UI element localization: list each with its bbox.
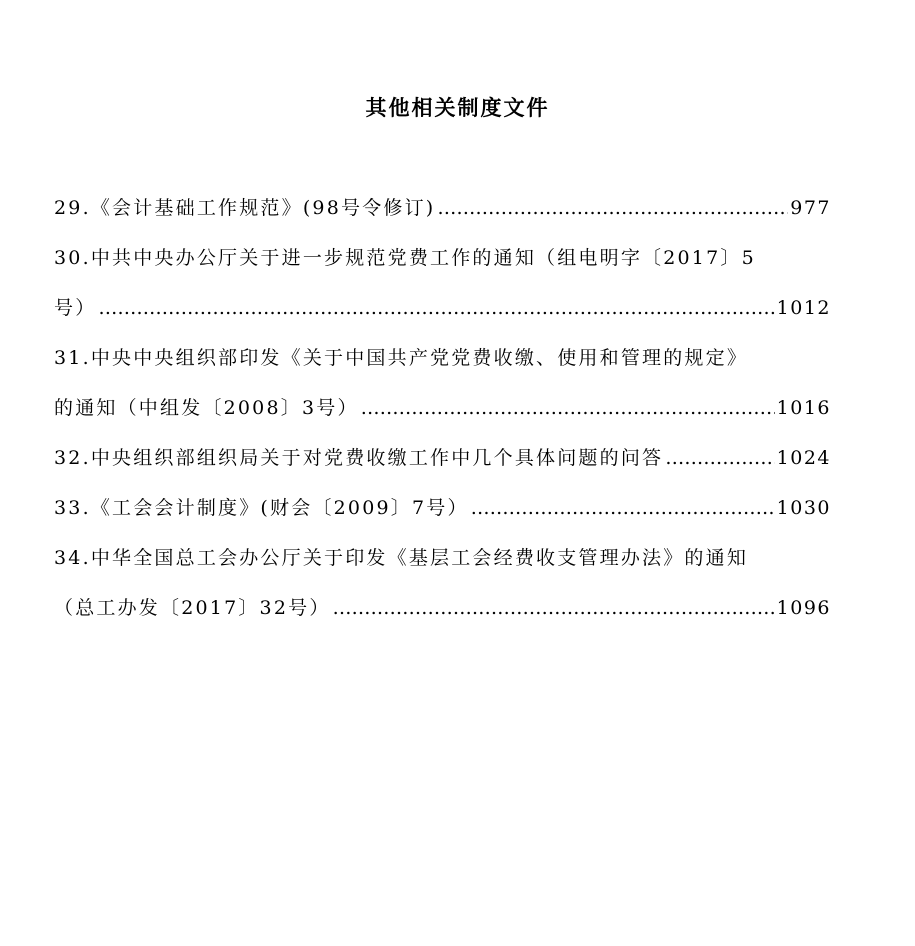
- toc-entry-31-line1[interactable]: [54, 342, 831, 392]
- toc-entry-text: 的通知（中组发〔2008〕3号）: [54, 397, 359, 419]
- toc-entry-32[interactable]: [54, 442, 831, 492]
- toc-entry-text: 号）: [54, 297, 97, 319]
- toc-entry-text: 33.《工会会计制度》(财会〔2009〕7号）: [54, 497, 469, 519]
- dot-leader: [361, 392, 775, 424]
- toc-entry-text: 34.中华全国总工会办公厅关于印发《基层工会经费收支管理办法》的通知: [54, 547, 749, 569]
- toc-entry-34-line2[interactable]: [54, 592, 831, 642]
- toc-entry-text: 30.中共中央办公厅关于进一步规范党费工作的通知（组电明字〔2017〕5: [54, 247, 756, 269]
- toc-entry-30-line1[interactable]: [54, 242, 831, 292]
- dot-leader: [333, 592, 775, 624]
- toc-page-number: 1024: [776, 447, 831, 469]
- dot-leader: [437, 192, 788, 224]
- toc-page-number: 977: [790, 197, 831, 219]
- toc-entry-text: 29.《会计基础工作规范》(98号令修订): [54, 197, 436, 219]
- toc-entry-33[interactable]: [54, 492, 831, 542]
- toc-page-number: 1096: [776, 597, 831, 619]
- table-of-contents: [54, 192, 831, 642]
- toc-page-number: 1016: [776, 397, 831, 419]
- toc-entry-31-line2[interactable]: [54, 392, 831, 442]
- dot-leader: [665, 442, 774, 474]
- toc-entry-text: （总工办发〔2017〕32号）: [54, 597, 331, 619]
- toc-entry-text: 32.中央组织部组织局关于对党费收缴工作中几个具体问题的问答: [54, 447, 664, 469]
- toc-entry-29[interactable]: [54, 192, 831, 242]
- toc-page-number: 1030: [776, 497, 831, 519]
- dot-leader: [471, 492, 775, 524]
- toc-entry-34-line1[interactable]: [54, 542, 831, 592]
- toc-entry-30-line2[interactable]: [54, 292, 831, 342]
- toc-entry-text: 31.中央中央组织部印发《关于中国共产党党费收缴、使用和管理的规定》: [54, 347, 749, 369]
- dot-leader: [98, 292, 774, 324]
- page-title: 其他相关制度文件: [365, 95, 550, 120]
- toc-page-number: 1012: [776, 297, 831, 319]
